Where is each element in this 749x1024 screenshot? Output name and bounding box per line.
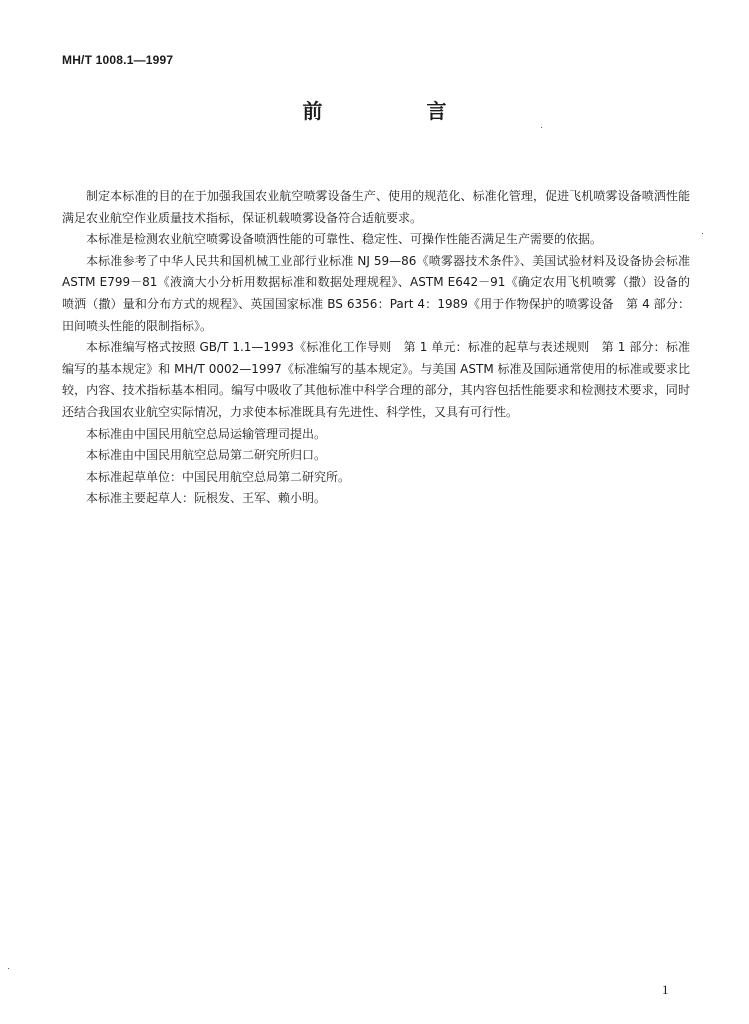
scan-speck bbox=[541, 127, 542, 128]
standard-code-header: MH/T 1008.1—1997 bbox=[62, 53, 174, 67]
paragraph-drafters: 本标准主要起草人：阮根发、王军、赖小明。 bbox=[86, 491, 327, 506]
scan-speck bbox=[8, 968, 9, 969]
paragraph-purpose: 制定本标准的目的在于加强我国农业航空喷雾设备生产、使用的规范化、标准化管理，促进飞机喷雾设备喷洒性能满足农业航空作业质量技术指标，保证机载喷雾设备符合适航要求。 bbox=[62, 189, 690, 225]
paragraph-proposer: 本标准由中国民用航空总局运输管理司提出。 bbox=[86, 426, 327, 441]
paragraph-drafting-unit: 本标准起草单位：中国民用航空总局第二研究所。 bbox=[86, 469, 351, 484]
page-number: 1 bbox=[662, 982, 669, 997]
foreword-body bbox=[62, 186, 690, 510]
paragraph-basis: 本标准是检测农业航空喷雾设备喷洒性能的可靠性、稳定性、可操作性能否满足生产需要的依据。 bbox=[86, 232, 603, 247]
page-title: 前 言 bbox=[302, 99, 489, 123]
paragraph-format: 本标准编写格式按照 GB/T 1.1—1993《标准化工作导则 第 1 单元：标准的起草与表述规则 第 1 部分：标准编写的基本规定》和 MH/T 0002—1997《标准编写的基本规定》。与美国 ASTM 标准及国际通常使用的标准或要求比较，内容、技术指标基本相同。编写中吸收了其他标准中科学合理的部分，其内容包括性能要求和检测技术要求，同时还结合我国农业航空实际情况，力求使本标准既具有先进性、科学性，又具有可行性。 bbox=[62, 340, 690, 419]
paragraph-references: 本标准参考了中华人民共和国机械工业部行业标准 NJ 59—86《喷雾器技术条件》、美国试验材料及设备协会标准 ASTM E799－81《液滴大小分析用数据标准和数据处理规程》、ASTM E642－91《确定农用飞机喷雾（撒）设备的喷洒（撒）量和分布方式的规程》、英国国家标准 BS 6356：Part 4：1989《用于作物保护的喷雾设备 第 4 部分：田间喷头性能的限制指标》。 bbox=[62, 253, 690, 333]
scan-speck bbox=[702, 233, 703, 234]
paragraph-administrator: 本标准由中国民用航空总局第二研究所归口。 bbox=[86, 448, 327, 463]
